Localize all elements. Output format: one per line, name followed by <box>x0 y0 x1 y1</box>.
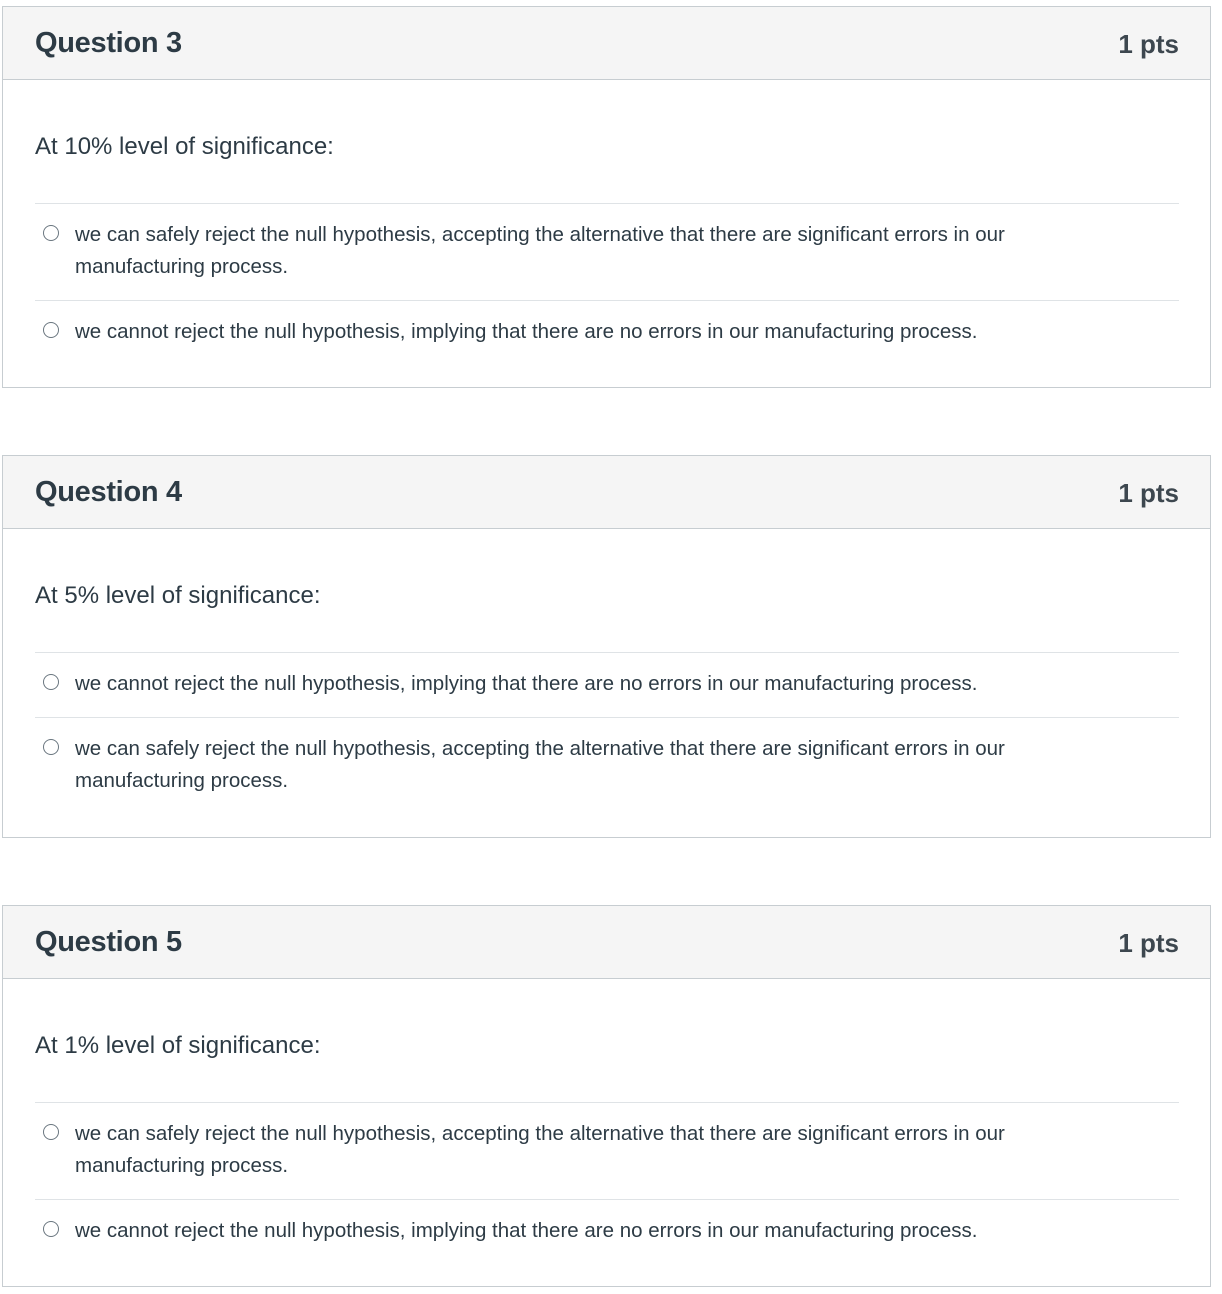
question-header <box>3 7 1210 80</box>
answer-option[interactable] <box>35 301 1179 365</box>
answer-option[interactable] <box>35 1200 1179 1264</box>
radio-button[interactable] <box>43 1221 59 1237</box>
answer-label: we can safely reject the null hypothesis, accepting the alternative that there are significant errors in our manufacturing process. <box>75 1122 1005 1177</box>
question-points: 1 pts <box>1118 478 1179 508</box>
answer-label: we cannot reject the null hypothesis, implying that there are no errors in our manufacturing process. <box>75 320 978 343</box>
radio-button[interactable] <box>43 322 59 338</box>
question-title: Question 4 <box>35 476 182 508</box>
question-card <box>2 455 1211 838</box>
question-body <box>3 529 1210 814</box>
question-title: Question 5 <box>35 926 182 958</box>
answer-option[interactable] <box>35 653 1179 718</box>
answer-label: we cannot reject the null hypothesis, implying that there are no errors in our manufacturing process. <box>75 672 978 695</box>
question-body <box>3 80 1210 365</box>
radio-button[interactable] <box>43 739 59 755</box>
radio-button[interactable] <box>43 1124 59 1140</box>
question-card <box>2 905 1211 1287</box>
question-body <box>3 979 1210 1264</box>
answer-option[interactable] <box>35 718 1179 814</box>
question-points: 1 pts <box>1118 29 1179 59</box>
answer-label: we cannot reject the null hypothesis, implying that there are no errors in our manufacturing process. <box>75 1219 978 1242</box>
question-prompt: At 10% level of significance: <box>35 80 1179 204</box>
question-title: Question 3 <box>35 27 182 59</box>
question-prompt: At 1% level of significance: <box>35 979 1179 1103</box>
question-header <box>3 906 1210 979</box>
radio-button[interactable] <box>43 674 59 690</box>
question-prompt: At 5% level of significance: <box>35 529 1179 653</box>
answer-option[interactable] <box>35 1103 1179 1200</box>
question-card <box>2 6 1211 388</box>
question-points: 1 pts <box>1118 928 1179 958</box>
answer-option[interactable] <box>35 204 1179 301</box>
answer-label: we can safely reject the null hypothesis, accepting the alternative that there are significant errors in our manufacturing process. <box>75 223 1005 278</box>
question-header <box>3 456 1210 529</box>
answer-label: we can safely reject the null hypothesis, accepting the alternative that there are significant errors in our manufacturing process. <box>75 737 1005 792</box>
radio-button[interactable] <box>43 225 59 241</box>
